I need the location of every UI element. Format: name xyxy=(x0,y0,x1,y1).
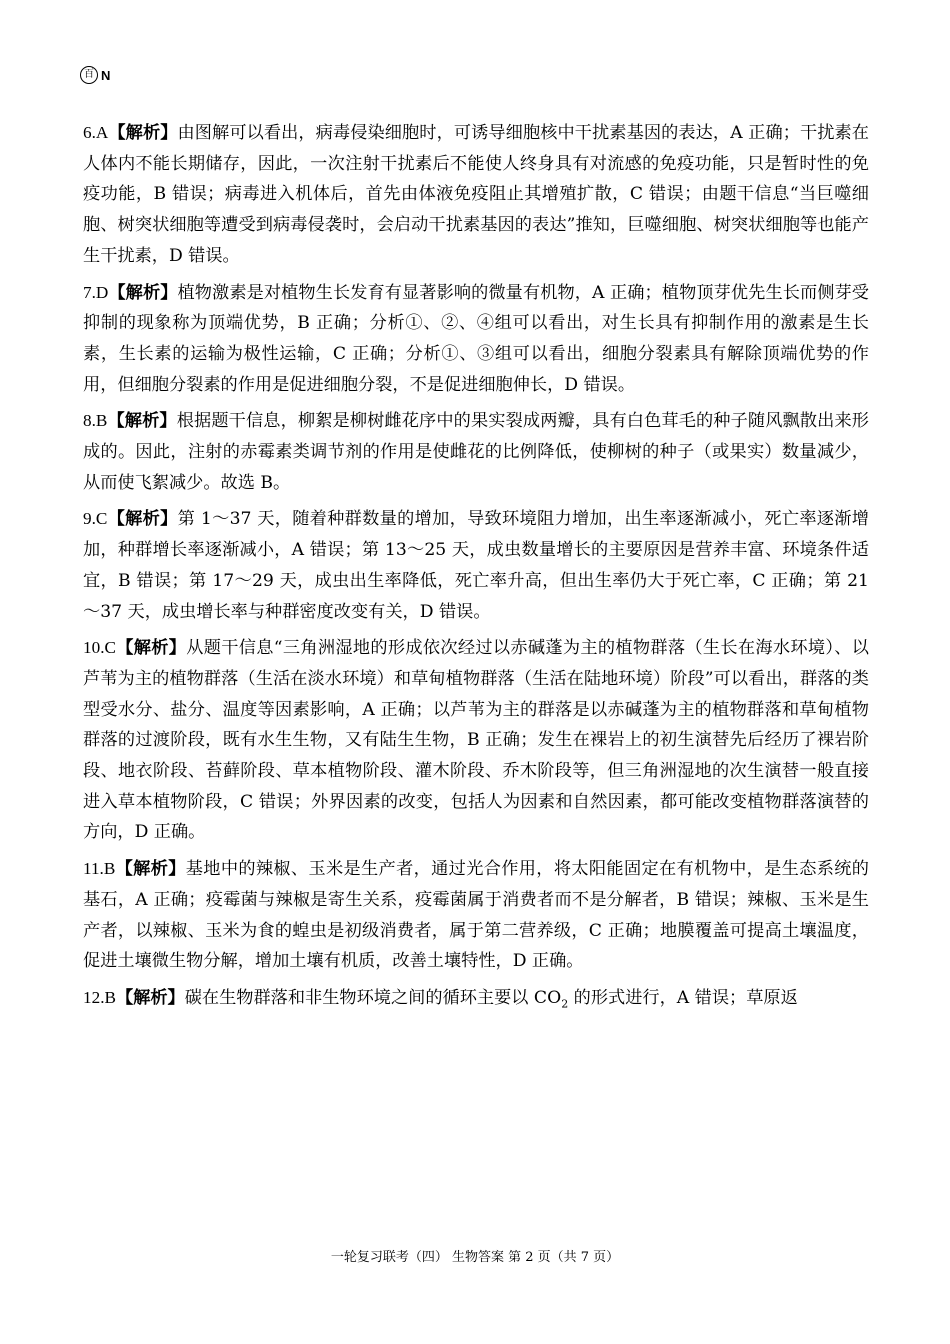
answer-number: 12.B xyxy=(83,987,116,1007)
answer-text: 从题干信息“三角洲湿地的形成依次经过以赤碱蓬为主的植物群落（生长在海水环境）、以芦苇为主的植物群落（生活在淡水环境）和草甸植物群落（生活在陆地环境）阶段”可以看出，群落的类型受水分、盐分、温度等因素影响，A 正确；以芦苇为主的群落是以赤碱蓬为主的植物群落和草甸植物群落的过渡阶段，既有水生生物，又有陆生生物，B 正确；发生在裸岩上的初生演替先后经历了裸岩阶段、地衣阶段、苔藓阶段、草本植物阶段、灌木阶段、乔木阶段等，但三角洲湿地的次生演替一般直接进入草本植物阶段，C 错误；外界因素的改变，包括人为因素和自然因素，都可能改变植物群落演替的方向，D 正确。 xyxy=(83,638,869,843)
answer-text-continued: 的形式进行，A 错误；草原返 xyxy=(568,987,798,1008)
answer-8 xyxy=(83,406,869,498)
answer-7 xyxy=(83,278,869,401)
answer-number: 9.C xyxy=(83,509,108,529)
answer-12 xyxy=(83,983,869,1014)
answer-text: 碳在生物群落和非生物环境之间的循环主要以 CO xyxy=(184,987,562,1008)
answer-text: 第 1～37 天，随着种群数量的增加，导致环境阻力增加，出生率逐渐减小，死亡率逐渐增加，种群增长率逐渐减小，A 错误；第 13～25 天，成虫数量增长的主要原因是营养丰富、环境条件适宜，B 错误；第 17～29 天，成虫出生率降低，死亡率升高，但出生率仍大于死亡率，C 正确；第 21～37 天，成虫增长率与种群密度改变有关，D 错误。 xyxy=(83,509,869,622)
page-footer: 一轮复习联考（四） 生物答案 第 2 页（共 7 页） xyxy=(330,1250,620,1265)
answer-number: 11.B xyxy=(83,859,116,879)
answer-text: 基地中的辣椒、玉米是生产者，通过光合作用，将太阳能固定在有机物中，是生态系统的基石，A 正确；疫霉菌与辣椒是寄生关系，疫霉菌属于消费者而不是分解者，B 错误；辣椒、玉米是生产者，以辣椒、玉米为食的蝗虫是初级消费者，属于第二营养级，C 正确；地膜覆盖可提高土壤温度，促进土壤微生物分解，增加土壤有机质，改善土壤特性，D 正确。 xyxy=(83,859,869,972)
answer-number: 8.B xyxy=(83,411,108,431)
answer-9 xyxy=(83,504,869,627)
analysis-tag: 【解析】 xyxy=(108,123,178,143)
answer-content xyxy=(83,118,869,1020)
analysis-tag: 【解析】 xyxy=(107,509,178,530)
answer-text: 植物激素是对植物生长发育有显著影响的微量有机物，A 正确；植物顶芽优先生长而侧芽受抑制的现象称为顶端优势，B 正确；分析①、②、④组可以看出，对生长具有抑制作用的激素是生长素，生长素的运输为极性运输，C 正确；分析①、③组可以看出，细胞分裂素具有解除顶端优势的作用，但细胞分裂素的作用是促进细胞分裂，不是促进细胞伸长，D 错误。 xyxy=(83,282,869,395)
answer-text: 根据题干信息，柳絮是柳树雌花序中的果实裂成两瓣，具有白色茸毛的种子随风飘散出来形成的。因此，注射的赤霉素类调节剂的作用是使雌花的比例降低，使柳树的种子（或果实）数量减少，从而使飞絮减少。故选 B。 xyxy=(83,411,869,493)
analysis-tag: 【解析】 xyxy=(115,859,186,880)
answer-number: 7.D xyxy=(83,282,109,302)
answer-6 xyxy=(83,118,869,272)
analysis-tag: 【解析】 xyxy=(115,987,185,1008)
answer-number: 10.C xyxy=(83,638,116,658)
subscript: 2 xyxy=(561,997,569,1011)
answer-number: 6.A xyxy=(83,123,109,142)
answer-text: 由图解可以看出，病毒侵染细胞时，可诱导细胞核中干扰素基因的表达，A 正确；干扰素在人体内不能长期储存，因此，一次注射干扰素后不能使人终身具有对流感的免疫功能，只是暂时性的免疫功能，B 错误；病毒进入机体后，首先由体液免疫阻止其增殖扩散，C 错误；由题干信息“当巨噬细胞、树突状细胞等遭受到病毒侵袭时，会启动干扰素基因的表达”推知，巨噬细胞、树突状细胞等也能产生干扰素，D 错误。 xyxy=(83,123,869,266)
analysis-tag: 【解析】 xyxy=(107,411,177,432)
answer-11 xyxy=(83,854,869,977)
analysis-tag: 【解析】 xyxy=(108,282,178,303)
logo-letter: N xyxy=(101,67,111,83)
logo-circle-icon: 百 xyxy=(80,66,98,84)
answer-10 xyxy=(83,633,869,848)
analysis-tag: 【解析】 xyxy=(115,638,187,659)
publisher-logo xyxy=(80,66,110,84)
